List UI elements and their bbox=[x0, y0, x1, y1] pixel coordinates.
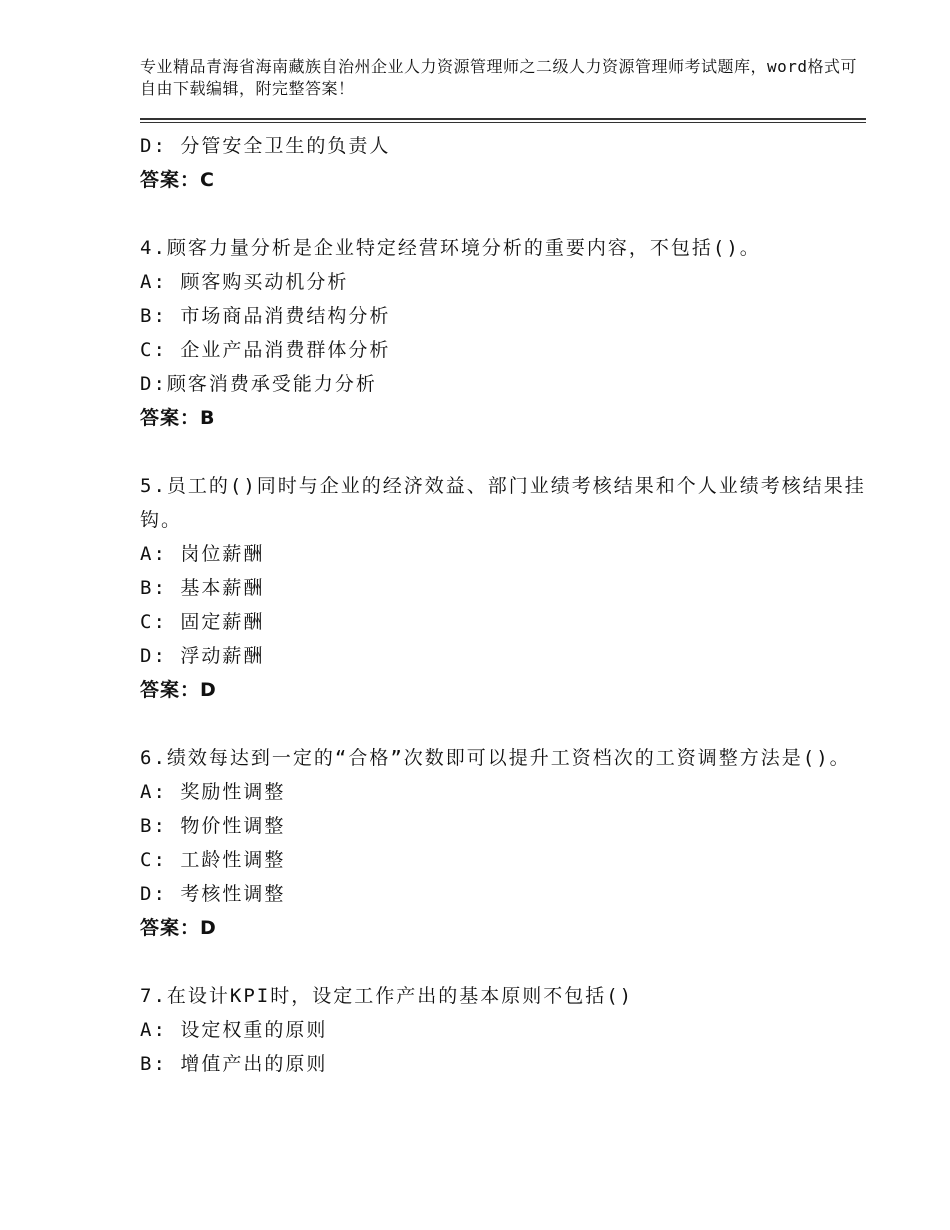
question-stem: 6.绩效每达到一定的“合格”次数即可以提升工资档次的工资调整方法是()。 bbox=[140, 747, 851, 769]
answer: 答案：D bbox=[140, 679, 217, 701]
question-content bbox=[140, 129, 866, 1081]
option-d: D: 分管安全卫生的负责人 bbox=[140, 135, 391, 157]
option-b: B: 增值产出的原则 bbox=[140, 1053, 328, 1075]
option-a: A: 顾客购买动机分析 bbox=[140, 271, 349, 293]
option-a: A: 设定权重的原则 bbox=[140, 1019, 328, 1041]
answer: 答案：D bbox=[140, 917, 217, 939]
question-stem: 5.员工的()同时与企业的经济效益、部门业绩考核结果和个人业绩考核结果挂钩。 bbox=[140, 475, 866, 531]
question-4 bbox=[140, 231, 866, 435]
question-5 bbox=[140, 469, 866, 707]
option-d: D:顾客消费承受能力分析 bbox=[140, 373, 377, 395]
answer: 答案：C bbox=[140, 169, 215, 191]
question-6 bbox=[140, 741, 866, 945]
option-b: B: 市场商品消费结构分析 bbox=[140, 305, 391, 327]
option-c: C: 工龄性调整 bbox=[140, 849, 286, 871]
option-b: B: 基本薪酬 bbox=[140, 577, 265, 599]
option-a: A: 岗位薪酬 bbox=[140, 543, 265, 565]
option-c: C: 企业产品消费群体分析 bbox=[140, 339, 391, 361]
header-divider-thin bbox=[140, 122, 866, 123]
question-7 bbox=[140, 979, 866, 1081]
document-page bbox=[140, 0, 866, 1081]
option-d: D: 考核性调整 bbox=[140, 883, 286, 905]
option-b: B: 物价性调整 bbox=[140, 815, 286, 837]
question-stem: 7.在设计KPI时，设定工作产出的基本原则不包括() bbox=[140, 985, 634, 1007]
answer: 答案：B bbox=[140, 407, 216, 429]
option-c: C: 固定薪酬 bbox=[140, 611, 265, 633]
header-divider bbox=[140, 118, 866, 120]
option-a: A: 奖励性调整 bbox=[140, 781, 286, 803]
option-d: D: 浮动薪酬 bbox=[140, 645, 265, 667]
question-stem: 4.顾客力量分析是企业特定经营环境分析的重要内容，不包括()。 bbox=[140, 237, 761, 259]
document-header: 专业精品青海省海南藏族自治州企业人力资源管理师之二级人力资源管理师考试题库，word格式可自由下载编辑，附完整答案！ bbox=[140, 57, 858, 98]
